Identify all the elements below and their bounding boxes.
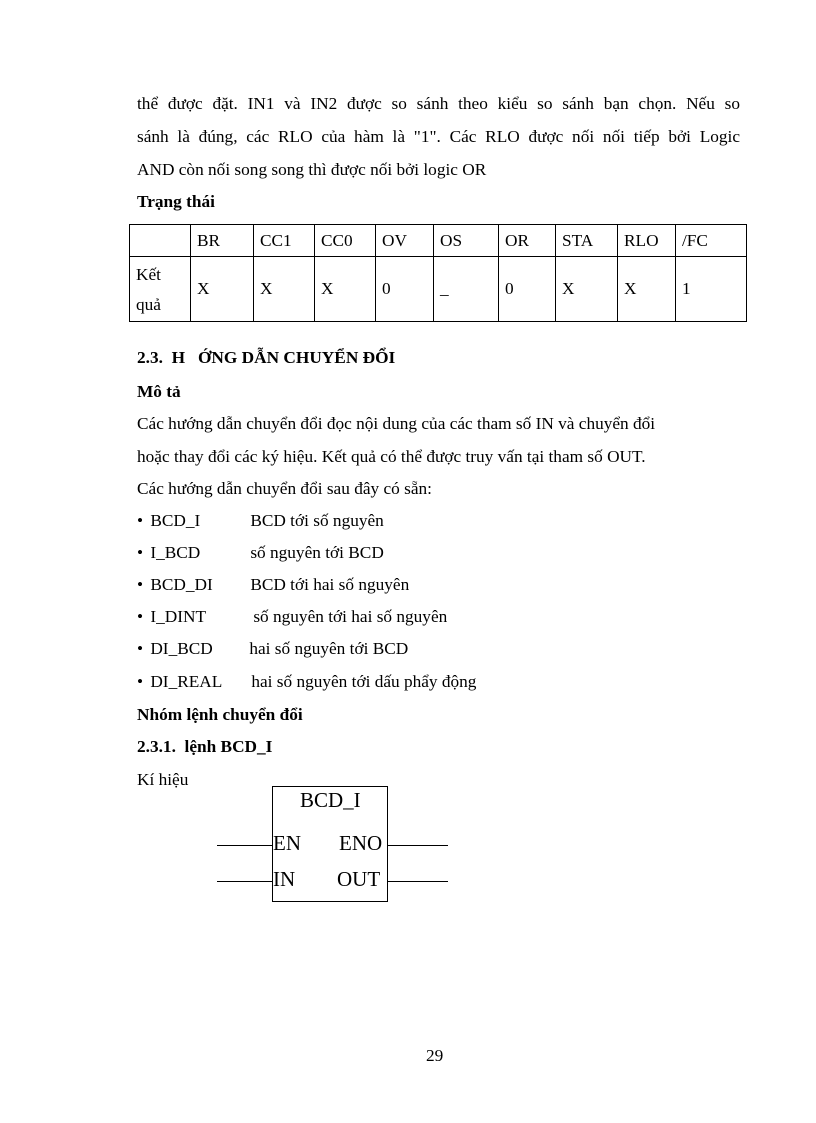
bullet-mark: • xyxy=(137,607,144,626)
list-item xyxy=(137,542,384,564)
symbol-label: Kí hiệu xyxy=(137,770,189,789)
header-cell-rlo: RLO xyxy=(618,225,676,257)
header-cell-cc0: CC0 xyxy=(315,225,376,257)
bullet-mark: • xyxy=(137,672,144,691)
bullet-code: DI_BCD xyxy=(150,639,213,658)
bullet-desc: hai số nguyên tới BCD xyxy=(249,639,409,658)
bullet-mark: • xyxy=(137,543,144,562)
status-header-row xyxy=(130,225,747,257)
function-block-title: BCD_I xyxy=(300,788,361,812)
bullet-code: BCD_I xyxy=(150,511,201,530)
bullet-code: DI_REAL xyxy=(150,672,223,691)
bullet-desc: BCD tới số nguyên xyxy=(250,511,384,530)
list-item xyxy=(137,606,447,628)
header-cell-fc: /FC xyxy=(676,225,747,257)
header-cell-cc1: CC1 xyxy=(254,225,315,257)
status-heading: Trạng thái xyxy=(137,192,215,211)
en-input-wire xyxy=(217,845,272,846)
group-heading: Nhóm lệnh chuyển đổi xyxy=(137,705,303,724)
list-item xyxy=(137,671,476,693)
result-row-label xyxy=(130,257,191,322)
list-item xyxy=(137,510,384,532)
description-heading: Mô tả xyxy=(137,382,181,401)
result-cell-or: 0 xyxy=(499,257,556,322)
header-cell-os: OS xyxy=(434,225,499,257)
bullet-code: BCD_DI xyxy=(150,575,213,594)
list-item xyxy=(137,638,408,660)
page-number: 29 xyxy=(426,1046,444,1065)
result-label-line2: quả xyxy=(136,294,161,314)
header-cell-empty xyxy=(130,225,191,257)
intro-line-3: AND còn nối song song thì được nối bởi logic OR xyxy=(137,160,487,179)
result-cell-fc: 1 xyxy=(676,257,747,322)
intro-line-2: sánh là đúng, các RLO của hàm là "1". Các RLO được nối nối tiếp bởi Logic xyxy=(137,127,740,146)
bullet-code: I_BCD xyxy=(150,543,201,562)
out-pin-label: OUT xyxy=(337,867,381,891)
bullet-mark: • xyxy=(137,639,144,658)
header-cell-or: OR xyxy=(499,225,556,257)
result-cell-os: _ xyxy=(434,257,499,322)
in-input-wire xyxy=(217,881,272,882)
bullet-desc: số nguyên tới BCD xyxy=(250,543,384,562)
header-cell-br: BR xyxy=(191,225,254,257)
intro-line-1: thể được đặt. IN1 và IN2 được so sánh theo kiểu so sánh bạn chọn. Nếu so xyxy=(137,94,740,113)
eno-pin-label: ENO xyxy=(339,831,383,855)
description-line-3: Các hướng dẫn chuyển đổi sau đây có sẵn: xyxy=(137,479,432,498)
result-cell-sta: X xyxy=(556,257,618,322)
list-item xyxy=(137,574,409,596)
out-output-wire xyxy=(388,881,448,882)
section-title: 2.3. H ỚNG DẪN CHUYỂN ĐỔI xyxy=(137,348,396,367)
in-pin-label: IN xyxy=(273,867,296,891)
status-table xyxy=(129,224,747,322)
description-line-2: hoặc thay đổi các ký hiệu. Kết quả có thể được truy vấn tại tham số OUT. xyxy=(137,447,646,466)
result-cell-ov: 0 xyxy=(376,257,434,322)
bullet-mark: • xyxy=(137,511,144,530)
subsection-title: 2.3.1. lệnh BCD_I xyxy=(137,737,273,756)
bullet-desc: số nguyên tới hai số nguyên xyxy=(253,607,448,626)
header-cell-ov: OV xyxy=(376,225,434,257)
result-cell-cc0: X xyxy=(315,257,376,322)
result-cell-cc1: X xyxy=(254,257,315,322)
status-result-row xyxy=(130,257,747,322)
result-cell-br: X xyxy=(191,257,254,322)
bullet-desc: hai số nguyên tới dấu phẩy động xyxy=(251,672,477,691)
result-cell-rlo: X xyxy=(618,257,676,322)
eno-output-wire xyxy=(388,845,448,846)
header-cell-sta: STA xyxy=(556,225,618,257)
description-line-1: Các hướng dẫn chuyển đổi đọc nội dung của các tham số IN và chuyển đổi xyxy=(137,414,656,433)
bullet-desc: BCD tới hai số nguyên xyxy=(250,575,410,594)
bullet-mark: • xyxy=(137,575,144,594)
result-label-line1: Kết xyxy=(136,264,161,284)
en-pin-label: EN xyxy=(273,831,301,855)
bullet-code: I_DINT xyxy=(150,607,206,626)
